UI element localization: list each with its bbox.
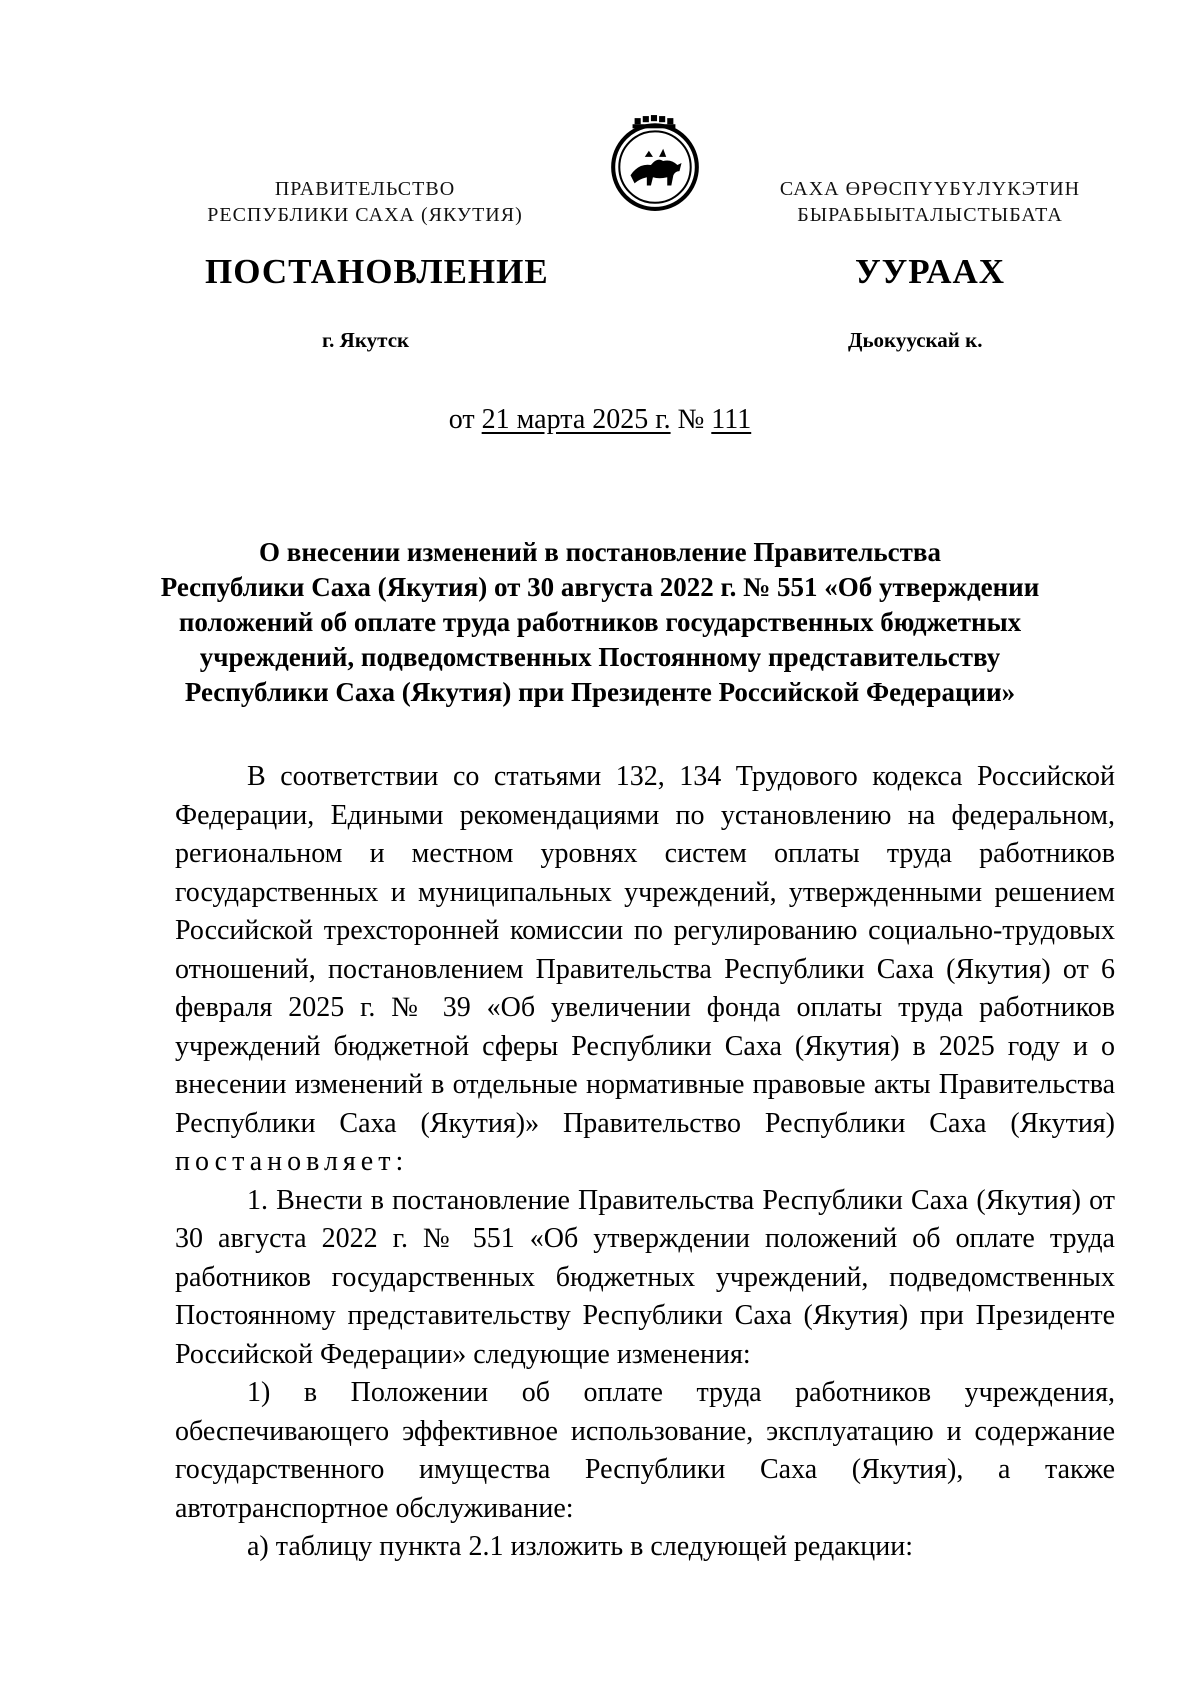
doc-type-sakha: УУРААХ (854, 252, 1006, 291)
header-right-line1: САХА ӨРӨСПҮҮБҮЛҮКЭТИН (779, 178, 1081, 200)
document-title (140, 535, 1060, 710)
city-sakha: Дьокуускай к. (848, 328, 983, 352)
doc-number: 111 (711, 404, 752, 435)
date-prefix: от (448, 404, 475, 435)
header-left-block (170, 176, 560, 228)
date-line (0, 404, 1200, 436)
title-line: Республики Саха (Якутия) при Президенте Российской Федерации» (184, 677, 1016, 707)
header-left-line2: РЕСПУБЛИКИ САХА (ЯКУТИЯ) (207, 204, 523, 226)
number-sign: № (677, 404, 705, 435)
title-line: Республики Саха (Якутия) от 30 августа 2022 г. № 551 «Об утверждении (160, 572, 1040, 602)
paragraph-subitem-a: а) таблицу пункта 2.1 изложить в следующей редакции: (247, 1531, 913, 1562)
paragraph-subitem-1: 1) в Положении об оплате труда работников учреждения, обеспечивающего эффективное использование, эксплуатацию и содержание государственного имущества Республики Саха (Якутия), а также автотранспортное обслуживание: (175, 1377, 1115, 1524)
header-right-line2: БЫРАБЫЫТАЛЫСТЫБАТА (797, 204, 1063, 226)
header-right-block (745, 176, 1115, 228)
title-line: О внесении изменений в постановление Правительства (259, 537, 941, 567)
header-left-line1: ПРАВИТЕЛЬСТВО (274, 178, 456, 200)
paragraph-item-1: 1. Внести в постановление Правительства Республики Саха (Якутия) от 30 августа 2022 г. № 551 «Об утверждении положений об оплате труда работников государственных бюджетных учреждений, подведомственных Постоянному представительству Республики Саха (Якутия) при Президенте Российской Федерации» следующие изменения: (175, 1184, 1115, 1370)
coat-of-arms-icon (604, 112, 706, 214)
preamble-text: В соответствии со статьями 132, 134 Трудового кодекса Российской Федерации, Едиными рекомендациями по установлению на федеральном, региональном и местном уровнях систем оплаты труда работников государственных и муниципальных учреждений, утвержденными решением Российской трехсторонней комиссии по регулированию социально-трудовых отношений, постановлением Правительства Республики Саха (Якутия) от 6 февраля 2025 г. № 39 «Об увеличении фонда оплаты труда работников учреждений бюджетной сферы Республики Саха (Якутия) в 2025 году и о внесении изменений в отдельные нормативные правовые акты Правительства Республики Саха (Якутия)» Правительство Республики Саха (Якутия) (175, 761, 1115, 1139)
preamble-resolves: постановляет: (175, 1146, 409, 1177)
paragraph-preamble (175, 758, 1115, 1182)
document-body (175, 758, 1115, 1567)
title-line: учреждений, подведомственных Постоянному представительству (199, 642, 1001, 672)
date-value: 21 марта 2025 г. (481, 404, 671, 435)
title-line: положений об оплате труда работников государственных бюджетных (178, 607, 1022, 637)
doc-type-ru: ПОСТАНОВЛЕНИЕ (205, 252, 549, 291)
city-ru: г. Якутск (322, 328, 410, 352)
